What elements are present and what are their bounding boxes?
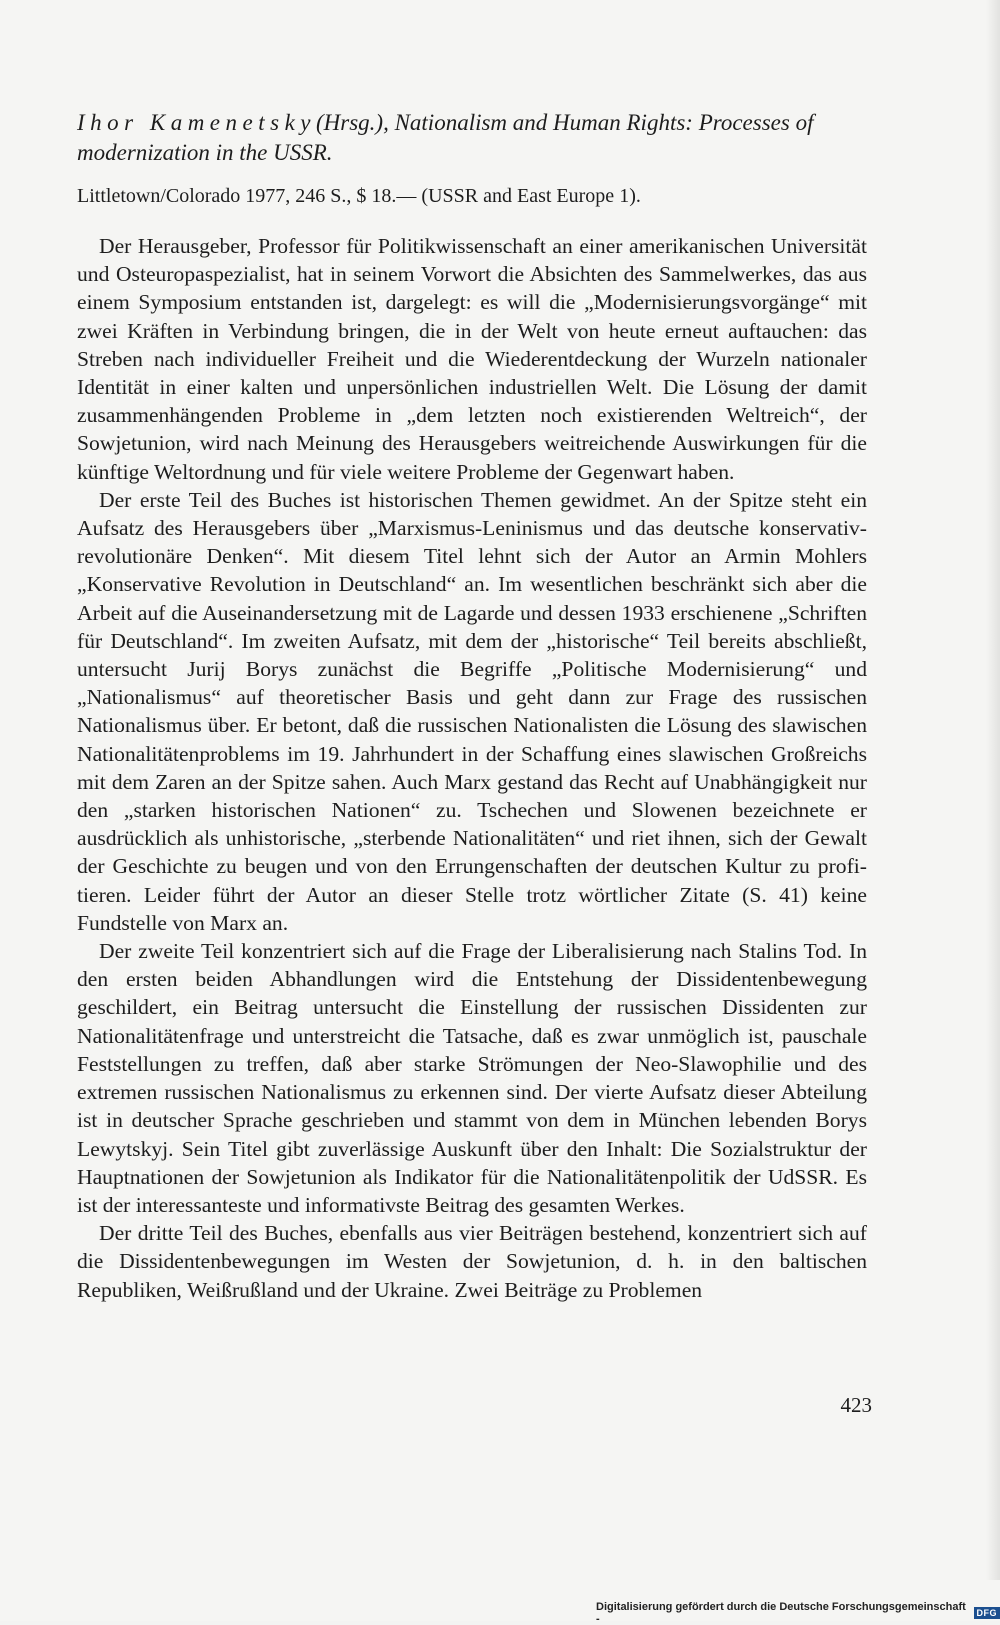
paragraph-2: Der erste Teil des Buches ist historischen Themen gewidmet. An der Spitze steht ein Aufsatz des Herausgebers über „Marxismus-Leninismus und das deutsche konservativ-revolutionäre Denken“. Mit diesem Titel lehnt sich der Autor an Armin Mohlers „Konservative Revolution in Deutschland“ an. Im wesentlichen beschränkt sich aber die Arbeit auf die Auseinandersetzung mit de Lagarde und dessen 1933 erschienene „Schriften für Deutschland“. Im zweiten Aufsatz, mit dem der „historische“ Teil bereits abschließt, untersucht Jurij Borys zunächst die Begriffe „Politische Modernisierung“ und „Nationalismus“ auf theoretischer Basis und geht dann zur Frage des russischen Nationalismus über. Er betont, daß die russischen Nationalisten die Lösung des slawischen Nationalitätenproblems im 19. Jahrhundert in der Schaffung eines slawischen Großreichs mit dem Zaren an der Spitze sahen. Auch Marx gestand das Recht auf Unabhängigkeit nur den „starken historischen Nationen“ zu. Tschechen und Slowenen bezeichnete er ausdrücklich als unhistorische, „sterbende Nationalitäten“ und riet ihnen, sich der Gewalt der Geschichte zu beugen und von den Errungenschaften der deutschen Kultur zu profitieren. Leider führt der Autor an dieser Stelle trotz wörtlicher Zitate (S. 41) keine Fundstelle von Marx an. — [77, 486, 867, 937]
review-author: Ihor Kamenetsky — [77, 110, 316, 135]
review-title: (Hrsg.), Nationalism and Human Rights: Processes of modernization in the USSR. — [77, 110, 813, 165]
page-number: 423 — [812, 1393, 872, 1418]
publication-info: Littletown/Colorado 1977, 246 S., $ 18.— (USSR and East Europe 1). — [77, 182, 867, 210]
dfg-logo-icon: DFG — [974, 1607, 1000, 1619]
digitization-footer — [596, 1601, 1000, 1625]
footer-text: Digitalisierung gefördert durch die Deutsche Forschungsgemeinschaft - — [596, 1601, 970, 1625]
paragraph-3: Der zweite Teil konzentriert sich auf die Frage der Liberalisierung nach Stalins Tod. In den ersten beiden Abhandlungen wird die Entstehung der Dissidentenbewegung geschildert, ein Beitrag untersucht die Einstellung der russischen Dissidenten zur Nationalitätenfrage und unterstreicht die Tatsache, daß es zwar unmöglich ist, pauschale Feststellungen zu treffen, daß aber starke Strömungen der Neo-Slawophilie und des extremen russischen Nationalismus zu erkennen sind. Der vierte Aufsatz dieser Abteilung ist in deutscher Sprache geschrieben und stammt von dem in München lebenden Borys Lewytskyj. Sein Titel gibt zuverlässige Auskunft über den Inhalt: Die Sozialstruktur der Hauptnationen der Sowjetunion als Indikator für die Nationalitätenpolitik der UdSSR. Es ist der interessanteste und informativste Beitrag des gesamten Werkes. — [77, 937, 867, 1219]
paragraph-1: Der Herausgeber, Professor für Politikwissenschaft an einer amerikanischen Universität und Osteuropaspezialist, hat in seinem Vorwort die Absichten des Sammelwerkes, das aus einem Symposium entstanden ist, dargelegt: es will die „Modernisierungsvorgänge“ mit zwei Kräften in Verbindung bringen, die in der Welt von heute erneut auftauchen: das Streben nach individueller Freiheit und die Wiederentdeckung der Wurzeln nationaler Identität in einer kalten und unpersönlichen industriellen Welt. Die Lösung der damit zusammenhängenden Probleme in „dem letzten noch existierenden Weltreich“, der Sowjetunion, wird nach Meinung des Herausgebers weitreichende Auswirkungen für die künftige Weltordnung und für viele weitere Probleme der Gegenwart haben. — [77, 232, 867, 486]
paragraph-4: Der dritte Teil des Buches, ebenfalls aus vier Beiträgen bestehend, konzentriert sich auf die Dissidentenbewegungen im Westen der Sowjetunion, d. h. in den baltischen Republiken, Weißrußland und der Ukraine. Zwei Beiträge zu Problemen — [77, 1219, 867, 1304]
scan-edge-shadow — [986, 0, 1000, 1580]
review-body — [77, 232, 867, 1304]
review-header — [77, 108, 867, 168]
